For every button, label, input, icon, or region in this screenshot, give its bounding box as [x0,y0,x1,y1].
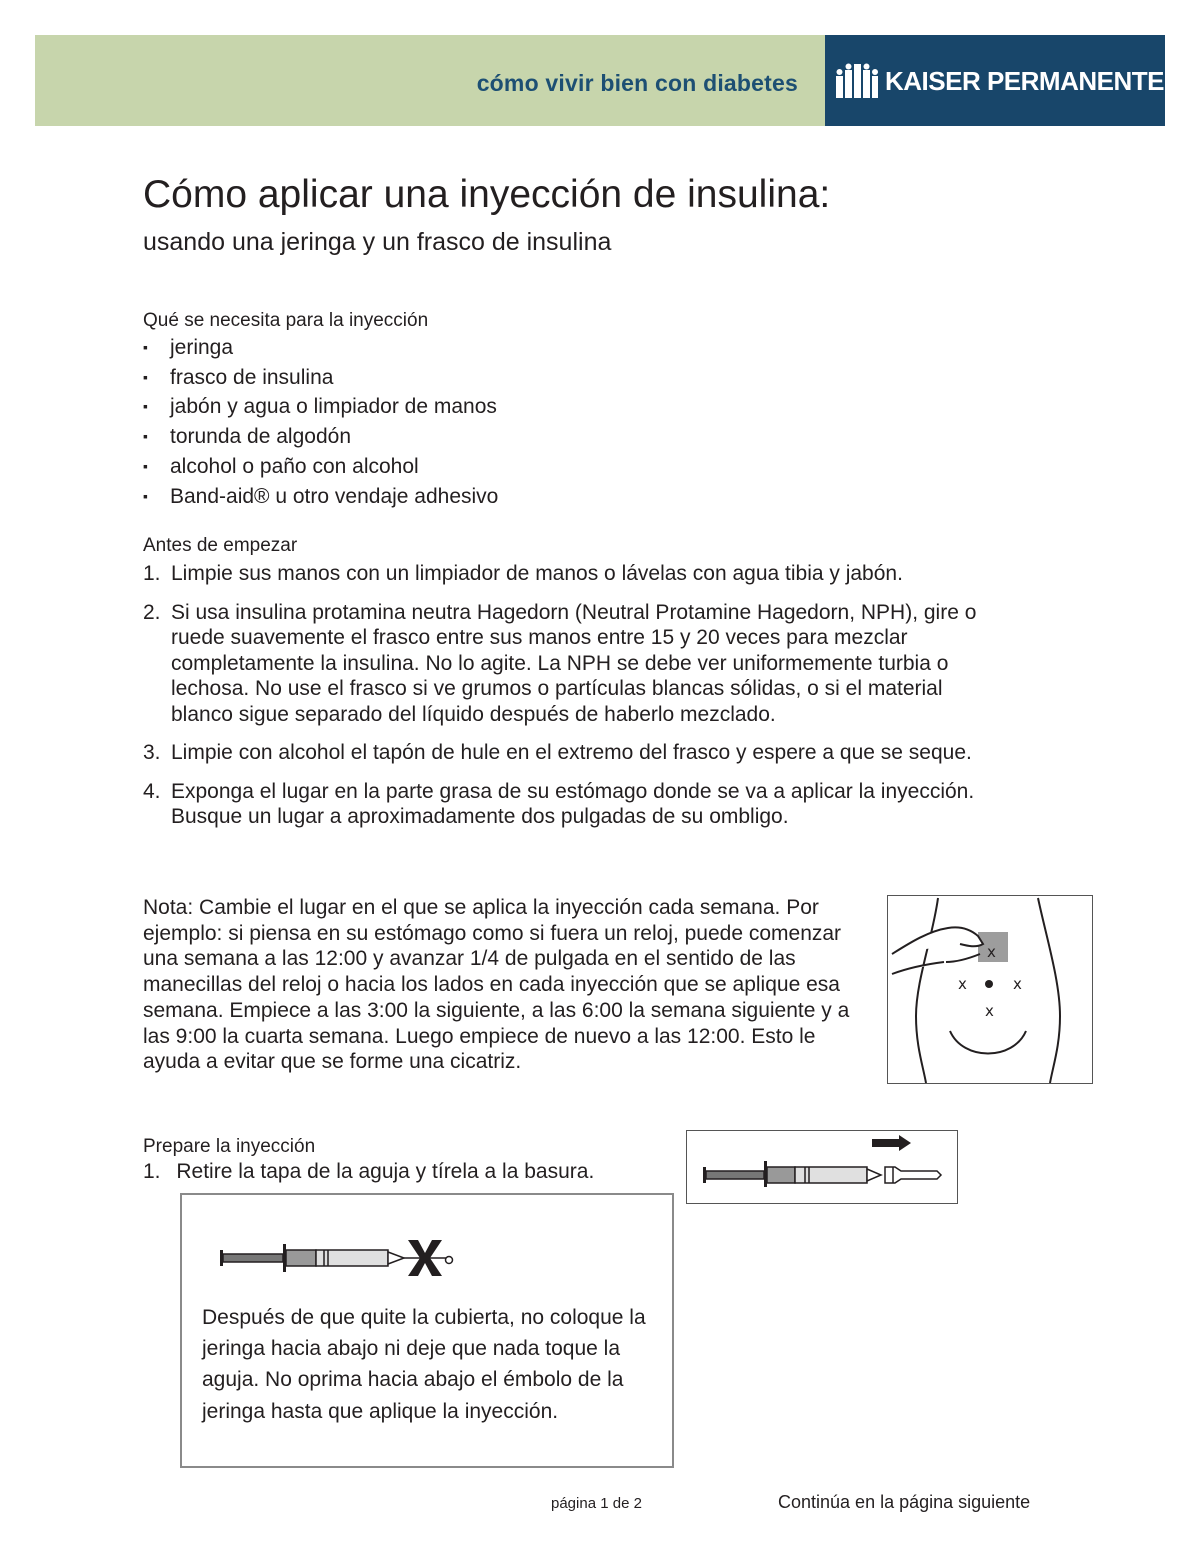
mark-x-right: x [1013,975,1022,993]
syringe-barrel [795,1167,867,1183]
navel-dot-icon [985,980,993,988]
abdomen-curve [950,1031,1026,1054]
list-item: ▪ frasco de insulina [143,363,843,393]
stomach-injection-illustration [887,895,1093,1084]
step-item: 2. Si usa insulina protamina neutra Hagedorn (Neutral Protamine Hagedorn, NPH), gire o ruede suavemente el frasco entre sus manos entre 15 y 20 veces para mezclar completamente la insulina. No lo agite. La NPH se debe ver uniformemente turbia o lechosa. No use el frasco si ve grumos o partículas blancas sólidas, o si el material blanco sigue separado del líquido después de haberlo mezclado. [143,600,977,726]
list-item: ▪ jabón y agua o limpiador de manos [143,392,843,422]
list-item: ▪ alcohol o paño con alcohol [143,452,843,482]
arrow-right-icon [872,1135,911,1151]
barrel-dark [767,1167,795,1183]
page-number: página 1 de 2 [551,1495,642,1512]
mark-x-top: x [987,943,996,961]
needs-heading: Qué se necesita para la inyección [143,310,429,331]
prepare-heading: Prepare la inyección [143,1136,316,1157]
syringe-barrel [316,1250,388,1266]
prepare-step-1: 1. Retire la tapa de la aguja y tírela a la basura. [143,1160,595,1183]
note-paragraph: Nota: Cambie el lugar en el que se aplica la inyección cada semana. Por ejemplo: si piensa en su estómago como si fuera un reloj, puede comenzar una semana a las 12:00 y avanzar 1/4 de pulgada en el sentido de las manecillas del reloj o hacia los lados en cada inyección que se aplique esa semana. Empiece a las 3:00 la siguiente, a las 6:00 la semana siguiente y a las 9:00 la cuarta semana. Luego empiece de nuevo a las 12:00. Esto le ayuda a evitar que se forme una cicatriz. [143,896,850,1074]
body-outline-right [1038,898,1060,1083]
plunger-rod [223,1254,283,1262]
bullet-icon: ▪ [143,368,148,385]
step-item: 1. Limpie sus manos con un limpiador de manos o lávelas con agua tibia y jabón. [143,562,903,585]
plunger-rod [706,1171,764,1179]
before-heading: Antes de empezar [143,535,298,556]
bullet-icon: ▪ [143,398,148,415]
before-steps [143,561,1048,843]
syringe-remove-cap-illustration [686,1130,958,1204]
bullet-icon: ▪ [143,457,148,474]
bullet-icon: ▪ [143,487,148,504]
body-outline-left [916,898,938,1083]
bullet-icon: ▪ [143,339,148,355]
page-subtitle: usando una jeringa y un frasco de insulina [143,228,612,256]
list-item: ▪ jeringa [143,333,843,363]
caution-text: Después de que quite la cubierta, no coloque la jeringa hacia abajo ni deje que nada toque la aguja. No oprima hacia abajo el émbolo de la jeringa hasta que aplique la inyección. [202,1306,646,1423]
header-tagline: cómo vivir bien con diabetes [476,70,798,96]
syringe-no-touch-illustration [218,1236,463,1280]
hand-icon [892,927,983,974]
list-item: ▪ torunda de algodón [143,422,843,452]
step-item: 4. Exponga el lugar en la parte grasa de su estómago donde se va a aplicar la inyección. Busque un lugar a aproximadamente dos pulgadas de su ombligo. [143,779,975,828]
mark-x-bottom: x [985,1002,994,1020]
bullet-icon: ▪ [143,428,148,445]
logo-wordmark: KAISER PERMANENTE. [885,66,1171,96]
needs-list [143,333,843,511]
list-item: ▪ Band-aid® u otro vendaje adhesivo [143,482,843,512]
page-title: Cómo aplicar una inyección de insulina: [143,173,831,216]
mark-x-left: x [958,975,967,993]
continue-note: Continúa en la página siguiente [778,1492,1031,1512]
kaiser-logo-icon [835,62,879,98]
step-item: 3. Limpie con alcohol el tapón de hule en el extremo del frasco y espere a que se seque. [143,741,972,764]
